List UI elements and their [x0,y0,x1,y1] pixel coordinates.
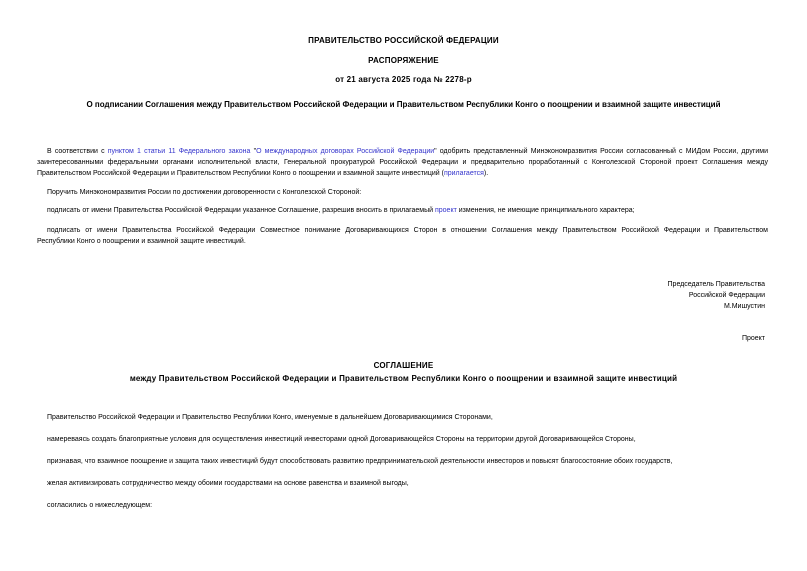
signature-name: М.Мишустин [723,303,765,310]
order-paragraph-1-line-2: заинтересованными федеральными органами исполнительной власти, Генеральной прокуратурой Российской Федерации и предварительно проработанный с Конголезской Стороной проект Соглашения между [37,159,768,166]
order-paragraph-4 [37,225,768,247]
draft-label: Проект [741,335,765,342]
order-header-org: ПРАВИТЕЛЬСТВО РОССИЙСКОЙ ФЕДЕРАЦИИ [308,36,499,45]
signature-position-line: Председатель Правительства [667,281,765,288]
agreement-paragraph: намереваясь создать благоприятные условия для осуществления инвестиций инвесторами одной Договаривающейся Стороны на территории другой Договаривающейся Стороны, [47,436,636,443]
agreement-title: СОГЛАШЕНИЕ [373,361,434,370]
paragraph-text: " одобрить представленный Минэкономразвития России согласованный с МИДом России, другими [434,148,768,155]
paragraph-text: Правительством Российской Федерации и Правительством Республики Конго о поощрении и взаимной защите инвестиций ( [37,170,444,177]
signature-position-line: Российской Федерации [688,292,765,299]
order-paragraph-1 [37,146,768,179]
link-punkt-1-statya-11[interactable]: пунктом 1 статьи 11 Федерального закона [107,148,251,155]
order-paragraph-2: Поручить Минэкономразвития России по достижении договоренности с Конголезской Стороной: [47,189,362,196]
agreement-title-block [39,359,768,385]
order-paragraph-4-line-1: подписать от имени Правительства Российской Федерации Совместное понимание Договаривающихся Сторон в отношении Соглашения между Правительством Российской Федерации и Правительством [47,227,768,234]
order-paragraph-4-line-2: Республики Конго о поощрении и взаимной защите инвестиций. [37,238,246,245]
order-date-number: от 21 августа 2025 года № 2278-р [335,75,472,84]
paragraph-text: изменения, не имеющие принципиального характера; [456,207,635,214]
paragraph-text: ). [483,170,489,177]
link-federal-law-title[interactable]: О международных договорах Российской Федерации [256,148,435,155]
agreement-paragraph: Правительство Российской Федерации и Правительство Республики Конго, именуемые в дальнейшем Договаривающимися Сторонами, [47,414,493,421]
link-prilagaetsya[interactable]: прилагается [443,170,484,177]
signature-block [668,279,765,312]
paragraph-text: В соответствии с [47,148,108,155]
agreement-paragraph: признавая, что взаимное поощрение и защита таких инвестиций будут способствовать развитию предпринимательской деятельности инвесторов и повысят благосостояние обоих государств, [47,458,673,465]
order-doc-type: РАСПОРЯЖЕНИЕ [368,56,439,65]
order-paragraph-1-line-1 [37,146,768,157]
order-paragraph-3 [37,205,768,216]
paragraph-text: подписать от имени Правительства Российской Федерации указанное Соглашение, разрешив вносить в прилагаемый [47,207,435,214]
order-paragraph-1-line-3 [37,168,768,179]
link-proekt[interactable]: проект [434,207,457,214]
agreement-subtitle: между Правительством Российской Федерации и Правительством Республики Конго о поощрении и взаимной защите инвестиций [129,374,678,383]
agreement-paragraph: желая активизировать сотрудничество между обоими государствами на основе равенства и взаимной выгоды, [47,480,409,487]
paragraph-text: " [250,148,257,155]
agreement-paragraph: согласились о нижеследующем: [47,502,153,509]
order-title: О подписании Соглашения между Правительством Российской Федерации и Правительством Республики Конго о поощрении и взаимной защите инвестиций [86,100,721,109]
